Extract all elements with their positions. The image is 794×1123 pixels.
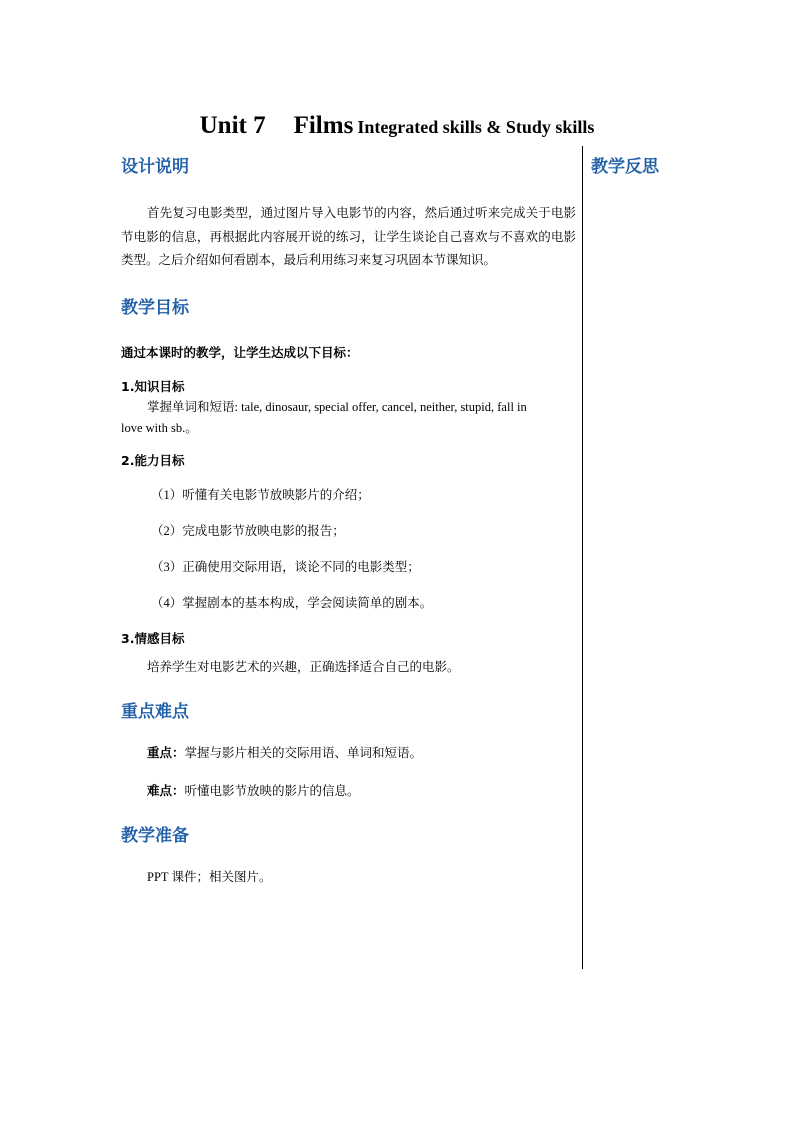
ability-item: （1）听懂有关电影节放映影片的介绍； — [151, 487, 370, 502]
knowledge-line1: 掌握单词和短语: tale, dinosaur, special offer, cancel, neither, stupid, fall in — [147, 399, 527, 414]
ability-title: 2.能力目标 — [121, 452, 185, 468]
emotion-title: 3.情感目标 — [121, 630, 185, 646]
difficult-label: 难点： — [147, 782, 185, 798]
preparation-heading: 教学准备 — [121, 825, 189, 846]
design-heading: 设计说明 — [121, 157, 189, 177]
unit-label: Unit 7 — [199, 112, 266, 139]
page-title — [0, 112, 794, 140]
knowledge-line2: love with sb.。 — [121, 420, 198, 435]
column-divider — [582, 146, 583, 969]
key-text: 掌握与影片相关的交际用语、单词和短语。 — [184, 745, 423, 760]
topic-label: Films — [293, 112, 354, 139]
main-column — [121, 154, 576, 887]
reflection-heading: 教学反思 — [591, 157, 659, 177]
ability-item: （4）掌握剧本的基本构成，学会阅读简单的剧本。 — [151, 595, 433, 610]
ability-item: （2）完成电影节放映电影的报告； — [151, 523, 345, 538]
design-body: 首先复习电影类型，通过图片导入电影节的内容，然后通过听来完成关于电影节电影的信息，再根据此内容展开说的练习，让学生谈论自己喜欢与不喜欢的电影类型。之后介绍如何看剧本，最后利用练习来复习巩固本节课知识。 — [121, 206, 576, 268]
objectives-intro: 通过本课时的教学，让学生达成以下目标： — [121, 344, 359, 360]
difficult-point — [121, 781, 576, 801]
subtitle-label: Integrated skills & Study skills — [357, 117, 595, 137]
reflection-column — [591, 154, 659, 180]
objectives-heading: 教学目标 — [121, 297, 189, 318]
knowledge-title: 1.知识目标 — [121, 378, 185, 394]
emotion-body: 培养学生对电影艺术的兴趣，正确选择适合自己的电影。 — [147, 659, 460, 674]
key-label: 重点： — [147, 744, 185, 760]
key-point — [121, 743, 576, 763]
difficult-text: 听懂电影节放映的影片的信息。 — [184, 783, 360, 798]
keypoints-heading: 重点难点 — [121, 701, 189, 722]
ability-item: （3）正确使用交际用语，谈论不同的电影类型； — [151, 559, 420, 574]
preparation-body: PPT 课件；相关图片。 — [147, 869, 272, 884]
